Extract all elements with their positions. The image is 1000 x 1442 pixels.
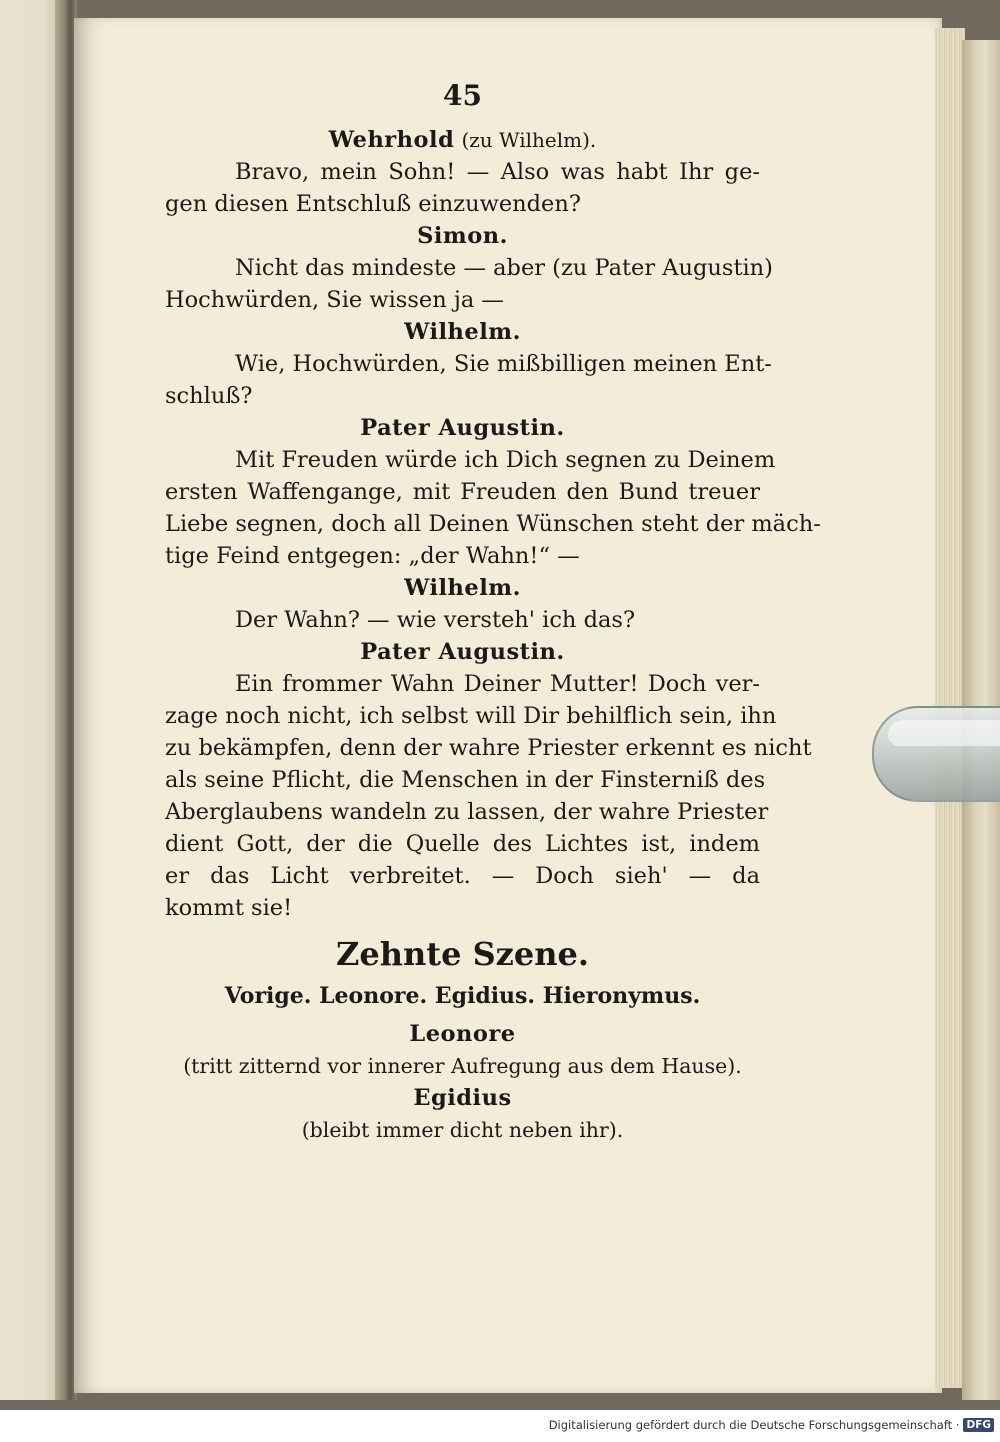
text-line: Liebe segnen, doch all Deinen Wünschen steht der mäch-: [165, 511, 821, 537]
speaker-name: Leonore: [409, 1021, 516, 1047]
text-line: Der Wahn? — wie versteh' ich das?: [235, 607, 636, 633]
speaker-name: Wilhelm.: [404, 319, 521, 345]
digitization-footer: [549, 1418, 994, 1432]
scene-title: Zehnte Szene.: [336, 935, 589, 973]
text-line: Ein frommer Wahn Deiner Mutter! Doch ver-: [235, 671, 760, 697]
text-line: Mit Freuden würde ich Dich segnen zu Deinem: [235, 447, 776, 473]
speaker-name: Wilhelm.: [404, 575, 521, 601]
text-line: Hochwürden, Sie wissen ja —: [165, 287, 504, 313]
dfg-logo-icon: DFG: [963, 1418, 994, 1432]
text-line: tige Feind entgegen: „der Wahn!“ —: [165, 543, 580, 569]
text-line: schluß?: [165, 383, 253, 409]
speaker-name: Egidius: [413, 1085, 512, 1111]
page-text: [165, 79, 821, 1146]
text-line: kommt sie!: [165, 895, 293, 921]
scene-persons: Vorige. Leonore. Egidius. Hieronymus.: [224, 983, 701, 1009]
clamp-highlight: [888, 720, 1000, 746]
text-line: gen diesen Entschluß einzuwenden?: [165, 191, 581, 217]
footer-text: Digitalisierung gefördert durch die Deutsche Forschungsgemeinschaft ·: [548, 1418, 960, 1432]
text-line: zage noch nicht, ich selbst will Dir behilflich sein, ihn: [165, 703, 777, 729]
stage-direction: (bleibt immer dicht neben ihr).: [301, 1118, 624, 1142]
stage-direction: (tritt zitternd vor innerer Aufregung aus dem Hause).: [183, 1054, 742, 1078]
left-page-edge: [0, 0, 58, 1400]
text-line: Aberglaubens wandeln zu lassen, der wahre Priester: [165, 799, 769, 825]
page-number: 45: [443, 79, 482, 112]
text-line: Bravo, mein Sohn! — Also was habt Ihr ge-: [235, 159, 760, 185]
speaker-heading: [165, 124, 760, 156]
text-line: Nicht das mindeste — aber (zu Pater Augustin): [235, 255, 773, 281]
text-line: Wie, Hochwürden, Sie mißbilligen meinen Ent-: [235, 351, 772, 377]
speaker-name: Simon.: [417, 223, 508, 249]
text-line: ersten Waffengange, mit Freuden den Bund treuer: [165, 479, 760, 505]
speaker-name: Pater Augustin.: [360, 415, 565, 441]
text-line: zu bekämpfen, denn der wahre Priester erkennt es nicht: [165, 735, 812, 761]
text-line: dient Gott, der die Quelle des Lichtes ist, indem: [165, 831, 760, 857]
text-line: als seine Pflicht, die Menschen in der Finsterniß des: [165, 767, 766, 793]
speaker-name: Pater Augustin.: [360, 639, 565, 665]
stage-direction: (zu Wilhelm).: [461, 128, 597, 152]
speaker-name: Wehrhold: [328, 127, 455, 153]
text-line: er das Licht verbreitet. — Doch sieh' — da: [165, 863, 760, 889]
